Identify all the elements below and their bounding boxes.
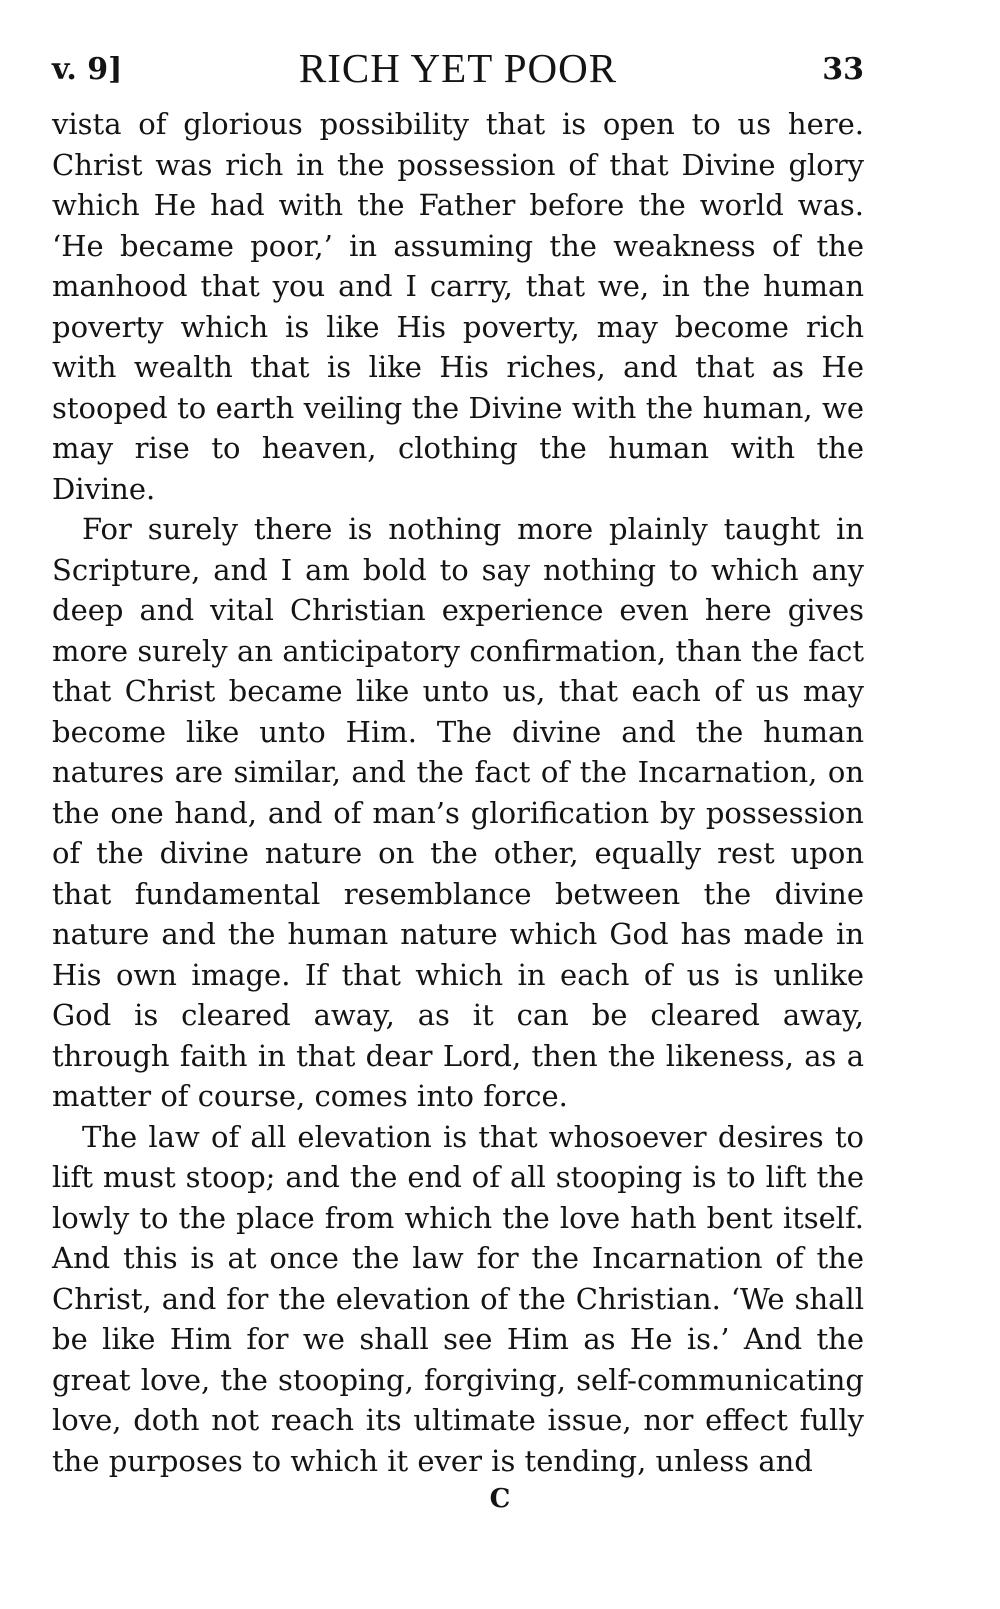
paragraph-1: vista of glorious possibility that is open to us here. Christ was rich in the possession of that Divine glory which He had with the Father before the world was. ‘He became poor,’ in assuming the weakness of the manhood that you and I carry, that we, in the human poverty which is like His poverty, may become rich with wealth that is like His riches, and that as He stooped to earth veiling the Divine with the human, we may rise to heaven, clothing the human with the Divine.: [52, 107, 864, 506]
running-head: [52, 40, 864, 104]
running-title: RICH YET POOR: [298, 45, 618, 91]
signature-mark: C: [489, 1484, 511, 1514]
paragraph-3: The law of all elevation is that whosoever desires to lift must stoop; and the end of all stooping is to lift the lowly to the place from which the love hath bent itself. And this is at once the law for the Incarnation of the Christ, and for the elevation of the Christian. ‘We shall be like Him for we shall see Him as He is.’ And the great love, the stooping, forgiving, self-communicating love, doth not reach its ultimate issue, nor effect fully the purposes to which it ever is tending, unless and: [52, 1119, 864, 1478]
paragraph-2: For surely there is nothing more plainly taught in Scripture, and I am bold to say nothing to which any deep and vital Christian experience even here gives more surely an anticipatory confirmation, than the fact that Christ became like unto us, that each of us may become like unto Him. The divine and the human natures are similar, and the fact of the Incarnation, on the one hand, and of man’s glorification by possession of the divine nature on the other, equally rest upon that fundamental resemblance between the divine nature and the human nature which God has made in His own image. If that which in each of us is unlike God is cleared away, as it can be cleared away, through faith in that dear Lord, then the likeness, as a matter of course, comes into force.: [52, 512, 864, 1113]
page-number: 33: [822, 52, 864, 87]
body-text: [52, 104, 864, 1481]
chapter-verse-reference: v. 9]: [52, 52, 123, 87]
book-page: [52, 40, 864, 1481]
